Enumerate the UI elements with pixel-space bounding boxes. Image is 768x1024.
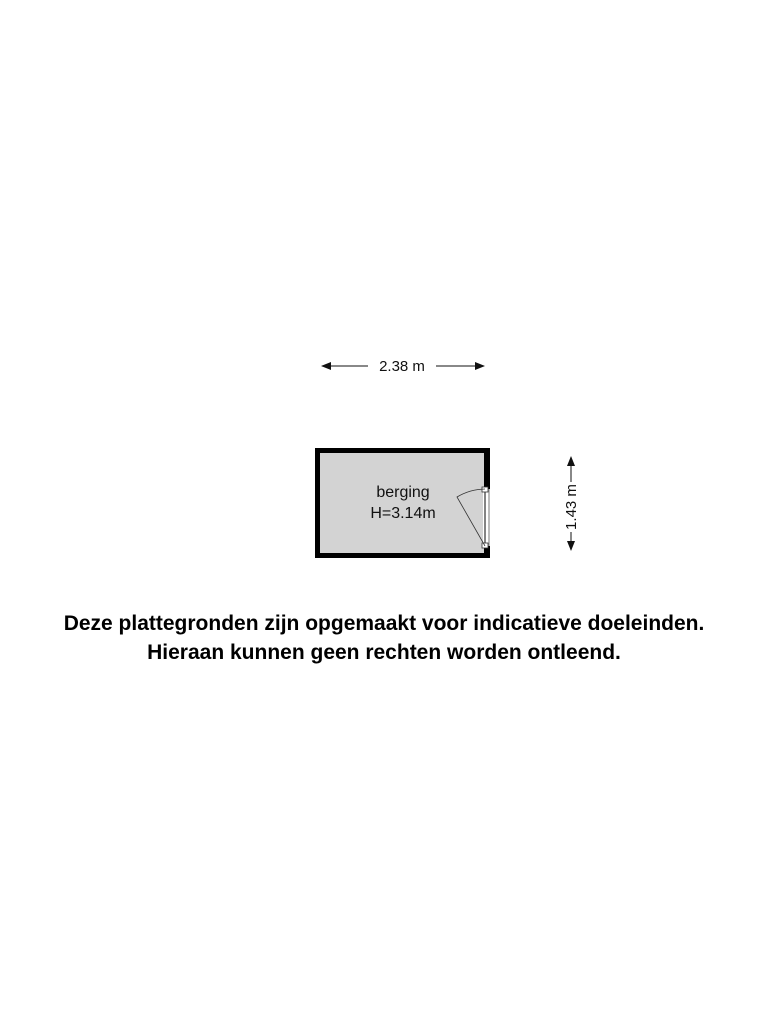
door-jamb-top [482, 487, 488, 492]
disclaimer-line-1: Deze plattegronden zijn opgemaakt voor indicatieve doeleinden. [63, 612, 705, 635]
width-dimension-label: 2.38 m [379, 358, 425, 375]
width-dimension [322, 358, 484, 375]
disclaimer-line-2: Hieraan kunnen geen rechten worden ontleend. [147, 641, 621, 664]
height-dimension [563, 457, 580, 550]
height-dimension-label: 1.43 m [563, 484, 580, 530]
room-name: berging [376, 484, 430, 501]
room-height: H=3.14m [370, 505, 436, 522]
door-opening [483, 489, 491, 546]
room-floor [320, 453, 484, 553]
room-berging [315, 448, 491, 558]
